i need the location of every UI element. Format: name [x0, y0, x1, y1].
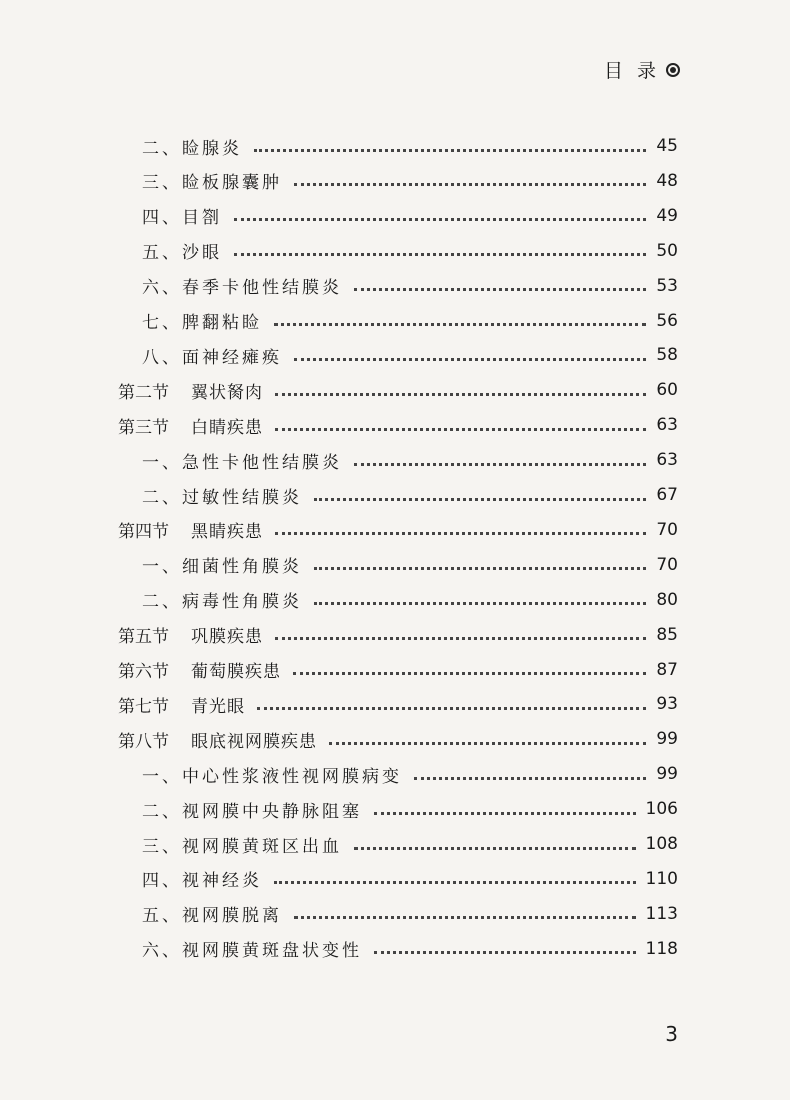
dot-leader	[314, 496, 646, 501]
dot-leader	[294, 356, 646, 361]
toc-subsection-entry	[142, 303, 678, 339]
section-title: 眼底视网膜疾患	[191, 731, 317, 752]
toc-entry-title: 四、视神经炎	[142, 871, 262, 892]
section-number: 第八节	[118, 731, 169, 752]
toc-section-entry	[118, 617, 678, 653]
dot-leader	[234, 216, 646, 221]
toc-subsection-entry	[142, 337, 678, 373]
toc-entry-title: 七、脾翻粘睑	[142, 313, 262, 333]
toc-entry-title: 二、过敏性结膜炎	[142, 487, 302, 508]
section-title: 翼状胬肉	[191, 382, 263, 403]
toc-entry-title: 五、沙眼	[142, 243, 222, 264]
section-number: 第二节	[118, 382, 169, 403]
dot-leader	[354, 461, 646, 466]
dot-leader	[234, 251, 646, 256]
dot-leader	[374, 949, 636, 954]
toc-page-number: 85	[656, 624, 678, 645]
toc-entry-title: 一、急性卡他性结膜炎	[142, 452, 342, 473]
toc-subsection-entry	[142, 442, 678, 478]
toc-entry-title: 一、中心性浆液性视网膜病变	[142, 766, 402, 787]
toc-entry-title: 二、睑腺炎	[142, 138, 242, 159]
dot-leader	[374, 810, 636, 815]
toc-entry-title: 五、视网膜脱离	[142, 906, 282, 927]
dot-leader	[257, 705, 646, 710]
toc-entry-title	[118, 727, 317, 752]
toc-entry-title	[118, 692, 245, 717]
toc-entry-title: 八、面神经瘫痪	[142, 347, 282, 368]
dot-leader	[275, 391, 646, 396]
toc-subsection-entry	[142, 861, 678, 897]
toc-entry-title	[118, 517, 263, 542]
toc-page-number: 60	[656, 380, 678, 401]
toc-section-entry	[118, 721, 678, 757]
dot-leader	[275, 426, 646, 431]
toc-entry-title: 四、目劄	[142, 208, 222, 229]
circle-ornament-icon	[666, 63, 680, 77]
dot-leader	[294, 914, 636, 919]
toc-page-number: 56	[656, 310, 678, 331]
section-title: 白睛疾患	[191, 417, 263, 438]
toc-page-number: 80	[656, 589, 678, 610]
section-number: 第七节	[118, 696, 169, 717]
toc-subsection-entry	[142, 128, 678, 164]
running-header	[604, 56, 680, 83]
toc-subsection-entry	[142, 268, 678, 304]
toc-entry-title: 二、病毒性角膜炎	[142, 592, 302, 613]
section-number: 第三节	[118, 417, 169, 438]
toc-subsection-entry	[142, 163, 678, 199]
toc-page-number: 58	[656, 345, 678, 366]
toc-subsection-entry	[142, 896, 678, 932]
dot-leader	[354, 845, 636, 850]
dot-leader	[314, 600, 646, 605]
toc-entry-title	[118, 622, 263, 647]
toc-entry-title: 三、睑板腺囊肿	[142, 173, 282, 194]
dot-leader	[275, 635, 646, 640]
dot-leader	[274, 321, 646, 326]
toc-entry-title: 一、细菌性角膜炎	[142, 557, 302, 578]
toc-entry-title: 六、视网膜黄斑盘状变性	[142, 941, 362, 962]
toc-page-number: 48	[656, 170, 678, 191]
dot-leader	[294, 181, 646, 186]
toc-subsection-entry	[142, 791, 678, 827]
dot-leader	[254, 147, 646, 152]
toc-page-number: 70	[656, 554, 678, 575]
toc-page-number: 99	[656, 764, 678, 785]
header-title: 目 录	[603, 60, 660, 82]
toc-entry-title: 三、视网膜黄斑区出血	[142, 836, 342, 857]
toc-subsection-entry	[142, 477, 678, 513]
toc-section-entry	[118, 512, 678, 548]
section-title: 黑睛疾患	[191, 522, 263, 543]
toc-page-number: 63	[656, 415, 678, 436]
toc-subsection-entry	[142, 931, 678, 967]
toc-page-number: 118	[645, 938, 678, 959]
toc-section-entry	[118, 372, 678, 408]
toc-entry-title: 六、春季卡他性结膜炎	[142, 278, 342, 299]
toc-subsection-entry	[142, 233, 678, 269]
toc-entry-title	[118, 378, 263, 403]
dot-leader	[293, 670, 646, 675]
section-title: 葡萄膜疾患	[191, 662, 281, 682]
dot-leader	[414, 775, 646, 780]
toc-section-entry	[118, 407, 678, 443]
toc-page-number: 106	[645, 799, 678, 820]
toc-subsection-entry	[142, 547, 678, 583]
toc-page-number: 93	[656, 694, 678, 715]
toc-subsection-entry	[142, 582, 678, 618]
toc-page-number: 50	[656, 240, 678, 261]
toc-entry-title	[118, 657, 281, 682]
dot-leader	[329, 740, 646, 745]
toc-subsection-entry	[142, 826, 678, 862]
toc-subsection-entry	[142, 198, 678, 234]
dot-leader	[275, 530, 646, 535]
toc-page-number: 63	[656, 450, 678, 471]
toc-page-number: 110	[645, 868, 678, 889]
dot-leader	[314, 565, 646, 570]
toc-page-number: 108	[645, 834, 678, 854]
section-number: 第四节	[118, 522, 169, 543]
toc-entry-title	[118, 413, 263, 438]
toc-page-number: 70	[656, 519, 678, 540]
toc-page-number: 99	[656, 729, 678, 750]
toc-section-entry	[118, 686, 678, 722]
toc-page-number: 67	[656, 485, 678, 505]
dot-leader	[354, 286, 646, 291]
section-number: 第六节	[118, 662, 169, 682]
page-number: 3	[665, 1022, 678, 1046]
toc-page-number: 49	[656, 205, 678, 226]
toc-page-number: 113	[645, 903, 678, 924]
section-title: 青光眼	[191, 696, 245, 717]
section-number: 第五节	[118, 627, 169, 648]
toc-subsection-entry	[142, 756, 678, 792]
toc-page-number: 45	[656, 136, 678, 156]
toc-section-entry	[118, 652, 678, 688]
toc-page-number: 53	[656, 275, 678, 296]
toc-entry-title: 二、视网膜中央静脉阻塞	[142, 801, 362, 822]
toc-page-number: 87	[656, 659, 678, 680]
section-title: 巩膜疾患	[191, 627, 263, 648]
dot-leader	[274, 879, 636, 884]
